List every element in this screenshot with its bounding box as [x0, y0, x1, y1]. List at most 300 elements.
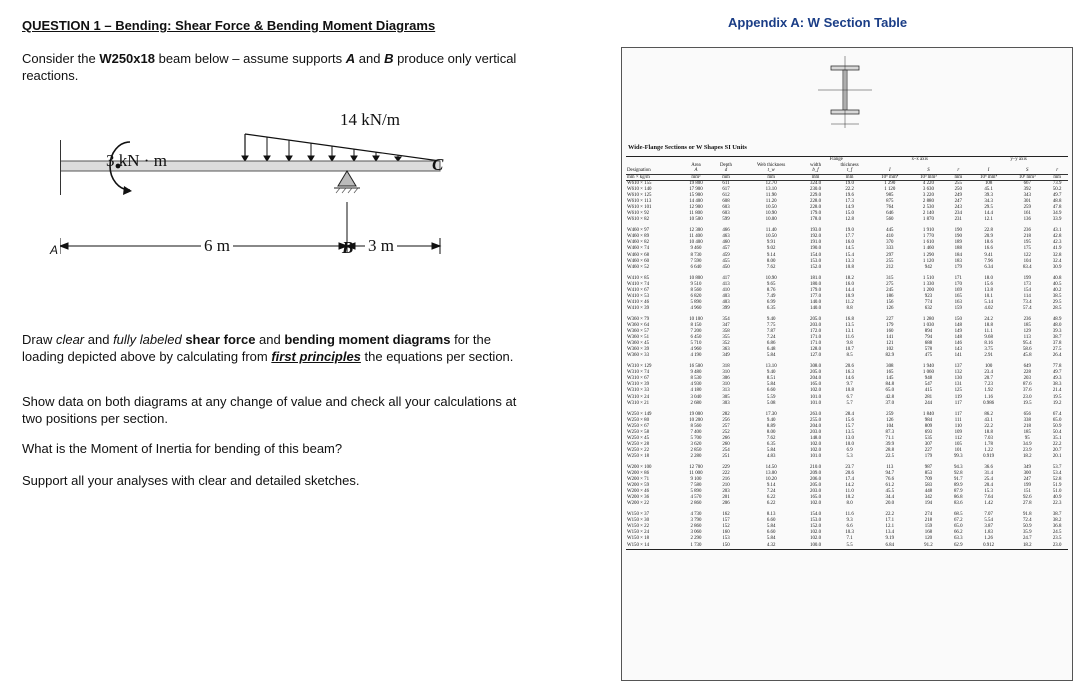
table-cell: 203: [722, 489, 730, 495]
table-cell: W610 × 113: [627, 199, 652, 205]
table-cell: 65.0: [953, 524, 963, 530]
table-cell: 11.0: [845, 489, 854, 495]
table-cell: 28.5: [1052, 305, 1062, 311]
support-paragraph: Support all your analyses with clear and detailed sketches.: [22, 473, 360, 488]
table-cell: 0.986: [983, 400, 995, 406]
table-cell: 16 500: [689, 364, 703, 370]
table-cell: 40.9: [1052, 495, 1062, 501]
table-cell: 948: [924, 376, 933, 382]
table-cell: 266: [722, 435, 730, 441]
table-cell: 688: [924, 341, 933, 347]
table-cell: 34.3: [984, 199, 993, 205]
table-cell: 12.70: [765, 181, 777, 186]
table-cell: 228.0: [810, 205, 822, 211]
table-cell: 92.6: [1022, 495, 1032, 501]
table-cell: 50.9: [1022, 524, 1032, 530]
table-cell: 228: [1023, 370, 1031, 376]
table-cell: 466: [722, 228, 730, 234]
table-cell: 181.0: [810, 275, 822, 281]
table-cell: 218: [1023, 234, 1031, 240]
table-cell: 8 730: [690, 252, 702, 258]
table-cell: 6.22: [766, 495, 776, 501]
table-cell: 89.9: [953, 483, 963, 489]
table-cell: W460 × 68: [627, 252, 650, 258]
table-cell: 114: [1023, 293, 1031, 299]
table-cell: 148.0: [810, 435, 822, 441]
table-cell: 8.5: [846, 353, 853, 359]
table-cell: W250 × 18: [627, 453, 650, 459]
table-cell: 222: [722, 471, 730, 477]
table-cell: 8.89: [766, 423, 776, 429]
table-cell: 21.4: [1052, 388, 1062, 394]
table-cell: 57.4: [1022, 305, 1032, 311]
table-cell: 185: [1023, 429, 1031, 435]
table-cell: 4 190: [690, 353, 702, 359]
table-cell: 36.8: [1052, 524, 1062, 530]
table-cell: 141: [954, 353, 962, 359]
table-cell: W410 × 74: [627, 281, 650, 287]
table-cell: 445: [886, 228, 894, 234]
table-cell: 9.14: [766, 483, 776, 489]
table-cell: 77.8: [1052, 364, 1062, 370]
table-cell: 8.13: [766, 512, 776, 518]
table-cell: 1 280: [922, 316, 934, 322]
table-cell: 109: [954, 429, 962, 435]
table-cell: 39.3: [1052, 329, 1062, 335]
table-cell: 7 580: [690, 483, 702, 489]
table-cell: 23.7: [845, 464, 854, 470]
distributed-load: [242, 134, 440, 161]
table-cell: 410: [722, 287, 730, 293]
table-cell: 4 960: [690, 347, 702, 353]
table-cell: W200 × 86: [627, 471, 650, 477]
table-cell: 1 840: [922, 411, 934, 417]
table-cell: 136: [1023, 217, 1031, 223]
table-cell: 53.4: [1052, 471, 1062, 477]
appendix-title: Appendix A: W Section Table: [728, 15, 908, 30]
table-cell: 12 900: [689, 205, 703, 211]
table-cell: 119: [954, 394, 962, 400]
table-cell: 257: [722, 423, 730, 429]
table-cell: 8.00: [766, 429, 776, 435]
table-cell: 91.2: [909, 543, 947, 550]
table-cell: 1 290: [922, 252, 934, 258]
table-cell: 95.4: [1022, 341, 1032, 347]
table-cell: 218: [1023, 423, 1031, 429]
table-cell: 15.3: [984, 489, 993, 495]
table-cell: 30.9: [1052, 264, 1062, 270]
table-cell: 4 930: [690, 382, 702, 388]
table-cell: 9 480: [690, 370, 702, 376]
table-cell: 229: [722, 464, 730, 470]
label-c: C: [432, 155, 444, 174]
table-cell: 875: [886, 199, 894, 205]
table-cell: 61.2: [885, 483, 895, 489]
table-cell: W410 × 85: [627, 275, 650, 281]
table-cell: 39.3: [984, 193, 993, 199]
table-cell: 102.0: [810, 536, 822, 542]
table-cell: 140.0: [810, 305, 822, 311]
table-cell: W250 × 22: [627, 447, 650, 453]
table-cell: 5.54: [984, 518, 993, 524]
table-cell: 34.9: [1022, 441, 1032, 447]
table-cell: 43.1: [984, 417, 993, 423]
unit-cell: 10³ mm³: [909, 174, 947, 181]
table-cell: 101.0: [810, 400, 822, 406]
table-cell: 105: [954, 441, 962, 447]
table-cell: 259: [1023, 205, 1031, 211]
show-data-paragraph: Show data on both diagrams at any change of value and check all your calculations at two positions per section.: [22, 394, 517, 426]
table-cell: 7.07: [984, 512, 993, 518]
table-cell: 415: [924, 388, 933, 394]
table-cell: 102.0: [810, 388, 822, 394]
table-cell: 410: [886, 234, 894, 240]
table-cell: 179.0: [810, 287, 822, 293]
table-cell: 22.2: [845, 187, 854, 193]
table-cell: 5.84: [766, 536, 776, 542]
table-cell: 10.3: [845, 530, 854, 536]
table-cell: 204.0: [810, 376, 822, 382]
table-cell: 6.34: [984, 264, 993, 270]
table-cell: 40.8: [1052, 275, 1062, 281]
table-cell: 347: [722, 322, 730, 328]
table-cell: 191.0: [810, 240, 822, 246]
table-cell: 5 710: [690, 341, 702, 347]
table-cell: 450: [722, 264, 730, 270]
table-cell: 94.7: [885, 471, 895, 477]
table-cell: 4 960: [690, 305, 702, 311]
table-cell: 20.6: [845, 471, 854, 477]
table-cell: 8.16: [984, 341, 993, 347]
table-cell: 7.23: [984, 382, 993, 388]
table-cell: 457: [722, 246, 730, 252]
table-cell: 985: [886, 193, 894, 199]
table-cell: 66.2: [953, 530, 963, 536]
table-cell: 101.0: [810, 394, 822, 400]
table-cell: 117: [954, 411, 962, 417]
table-cell: 19.0: [845, 228, 854, 234]
table-cell: 159: [954, 305, 962, 311]
table-cell: W310 × 21: [627, 400, 650, 406]
table-cell: 41.9: [1052, 246, 1062, 252]
table-cell: W610 × 101: [627, 205, 652, 211]
table-cell: W250 × 28: [627, 441, 650, 447]
table-cell: 297: [886, 252, 894, 258]
table-cell: 210.0: [810, 464, 822, 470]
table-cell: 179: [886, 322, 894, 328]
table-cell: 460: [722, 240, 730, 246]
table-cell: 13.8: [984, 287, 993, 293]
table-caption: Wide-Flange Sections or W Shapes SI Units: [628, 144, 747, 151]
table-cell: 13.00: [765, 471, 777, 477]
table-cell: 16.6: [984, 246, 993, 252]
table-cell: 37.6: [1022, 388, 1032, 394]
table-cell: 355: [722, 335, 730, 341]
table-cell: 612: [722, 193, 730, 199]
table-cell: 102.0: [810, 441, 822, 447]
table-cell: 6.35: [766, 305, 776, 311]
table-cell: 608: [722, 199, 730, 205]
table-cell: 6.60: [766, 530, 776, 536]
table-cell: 104: [1023, 258, 1031, 264]
table-cell: 315: [886, 275, 894, 281]
table-cell: 108: [984, 181, 993, 186]
table-cell: 4 180: [690, 388, 702, 394]
table-cell: 20.4: [984, 483, 993, 489]
table-cell: 4 570: [690, 495, 702, 501]
table-cell: 218: [924, 518, 933, 524]
table-cell: W310 × 33: [627, 388, 650, 394]
table-cell: 102.0: [810, 530, 822, 536]
table-cell: 86.8: [953, 495, 963, 501]
table-cell: 10.2: [845, 495, 854, 501]
distributed-load-label: 14 kN/m: [340, 110, 400, 129]
table-cell: 3.87: [984, 524, 993, 530]
label-a: A: [50, 243, 59, 257]
table-cell: 250: [954, 187, 962, 193]
table-cell: 168: [924, 530, 933, 536]
table-cell: 459: [722, 252, 730, 258]
table-cell: 301: [1023, 199, 1031, 205]
table-cell: 154.0: [810, 512, 822, 518]
table-cell: 11 800: [689, 211, 703, 217]
table-cell: 9 100: [690, 477, 702, 483]
table-cell: 9.91: [766, 240, 776, 246]
table-cell: 156: [886, 299, 894, 305]
table-cell: W200 × 22: [627, 501, 650, 507]
table-cell: 194: [924, 501, 933, 507]
table-cell: 9.14: [766, 252, 776, 258]
unit-cell: mm: [947, 174, 969, 181]
unit-cell: mm: [740, 174, 802, 181]
table-cell: 3 060: [690, 530, 702, 536]
table-cell: 14.4: [845, 287, 854, 293]
table-cell: 7.64: [984, 495, 993, 501]
table-cell: 6.99: [766, 299, 776, 305]
table-cell: 87.6: [1022, 382, 1032, 388]
table-cell: 22.2: [1052, 441, 1062, 447]
table-cell: 216: [722, 477, 730, 483]
table-cell: 143: [954, 347, 962, 353]
table-cell: 6.86: [766, 341, 776, 347]
table-cell: W150 × 18: [627, 536, 650, 542]
table-cell: 43.1: [1052, 228, 1062, 234]
table-cell: 190: [954, 234, 962, 240]
table-cell: 120: [924, 536, 933, 542]
table-cell: W360 × 57: [627, 329, 650, 335]
table-cell: 17.3: [845, 199, 854, 205]
table-cell: 12.1: [885, 524, 895, 530]
table-cell: 26.4: [1052, 353, 1062, 359]
table-cell: 244: [924, 400, 933, 406]
table-cell: 160: [886, 329, 894, 335]
table-cell: W360 × 79: [627, 316, 650, 322]
table-cell: 127.0: [810, 353, 822, 359]
table-cell: 547: [924, 382, 933, 388]
table-cell: W410 × 53: [627, 293, 650, 299]
table-cell: 185: [1023, 322, 1031, 328]
table-cell: 4.83: [766, 453, 776, 459]
table-cell: 305: [722, 394, 730, 400]
table-cell: 10.20: [765, 477, 777, 483]
table-cell: 5.84: [766, 382, 776, 388]
table-cell: 22.2: [885, 512, 895, 518]
table-cell: 5 890: [690, 299, 702, 305]
table-cell: 40.2: [1052, 287, 1062, 293]
table-cell: 152.0: [810, 524, 822, 530]
table-cell: 87.9: [953, 489, 963, 495]
table-cell: 10.0: [845, 441, 854, 447]
table-cell: 10 100: [689, 316, 703, 322]
table-cell: 10 200: [689, 417, 703, 423]
table-cell: 19 000: [689, 411, 703, 417]
table-cell: 25.4: [984, 477, 993, 483]
table-cell: 7 590: [690, 258, 702, 264]
table-cell: 94.3: [953, 464, 963, 470]
table-cell: 9.40: [766, 417, 776, 423]
table-cell: 0.912: [969, 543, 1008, 550]
table-cell: 9 510: [690, 281, 702, 287]
table-cell: 11.90: [765, 193, 777, 199]
table-cell: 192.0: [810, 234, 822, 240]
table-cell: 251: [722, 453, 730, 459]
table-cell: 7.1: [846, 536, 853, 542]
table-cell: 794: [924, 335, 933, 341]
table-cell: 13.10: [765, 187, 777, 193]
table-cell: 153.0: [810, 518, 822, 524]
table-cell: 247: [1023, 477, 1031, 483]
table-cell: W360 × 51: [627, 335, 650, 341]
table-cell: 11.6: [845, 512, 854, 518]
table-cell: 206.0: [810, 477, 822, 483]
table-cell: 403: [722, 299, 730, 305]
table-cell: 53.7: [1052, 464, 1062, 470]
table-cell: 45.1: [984, 187, 993, 193]
table-cell: 9.41: [984, 252, 993, 258]
table-cell: 37.8: [1052, 341, 1062, 347]
table-cell: 10.50: [765, 234, 777, 240]
table-cell: 583: [924, 483, 933, 489]
table-cell: 23.0: [1046, 543, 1068, 550]
table-cell: 175: [1023, 246, 1031, 252]
table-cell: W360 × 39: [627, 347, 650, 353]
table-cell: 91.7: [953, 477, 963, 483]
table-cell: 129: [1023, 329, 1031, 335]
table-cell: 8 150: [690, 322, 702, 328]
table-cell: 923: [924, 293, 933, 299]
table-cell: 15.4: [845, 252, 854, 258]
table-cell: 86.2: [984, 411, 993, 417]
table-cell: 281: [924, 394, 933, 400]
table-cell: W200 × 46: [627, 489, 650, 495]
table-cell: 42.8: [1052, 234, 1062, 240]
table-cell: 274: [924, 512, 933, 518]
table-cell: 33.9: [1052, 217, 1062, 223]
table-cell: 150: [954, 316, 962, 322]
table-cell: 84.8: [885, 382, 895, 388]
table-cell: 10.8: [845, 388, 854, 394]
table-cell: 9.7: [846, 382, 853, 388]
table-cell: 603: [722, 211, 730, 217]
table-cell: 774: [924, 299, 933, 305]
table-cell: 22.3: [1052, 501, 1062, 507]
intro-paragraph: Consider the W250x18 beam below – assume supports A and B produce only vertical reactions.: [22, 51, 517, 83]
table-cell: 37.0: [885, 400, 895, 406]
table-cell: 131: [954, 382, 962, 388]
table-cell: 14.6: [845, 376, 854, 382]
table-cell: 4.32: [740, 543, 802, 550]
table-cell: 73.9: [1052, 181, 1062, 186]
table-cell: 209.0: [810, 471, 822, 477]
table-cell: 5.7: [846, 400, 853, 406]
table-cell: 310: [722, 370, 730, 376]
table-cell: 12.8: [845, 217, 854, 223]
table-cell: 188: [954, 246, 962, 252]
table-cell: 189: [954, 240, 962, 246]
table-cell: 11 400: [689, 234, 703, 240]
table-cell: 10.9: [845, 293, 854, 299]
table-cell: 204.0: [810, 423, 822, 429]
table-cell: 4.02: [984, 305, 993, 311]
table-cell: 132: [954, 370, 962, 376]
table-cell: 95: [1024, 435, 1030, 441]
table-cell: 8.51: [766, 376, 776, 382]
table-cell: 71.1: [885, 435, 895, 441]
table-cell: 603: [722, 205, 730, 211]
table-cell: 18.8: [984, 429, 993, 435]
table-cell: 6.6: [846, 524, 853, 530]
table-cell: W250 × 45: [627, 435, 650, 441]
table-cell: 180.0: [810, 281, 822, 287]
table-cell: 236: [1023, 316, 1031, 322]
table-cell: 455: [722, 258, 730, 264]
table-cell: 42.8: [885, 394, 895, 400]
table-cell: 32.8: [1052, 252, 1062, 258]
table-cell: 352: [722, 341, 730, 347]
table-cell: 16.0: [845, 281, 854, 287]
table-cell: 632: [924, 305, 933, 311]
table-cell: 121: [886, 341, 894, 347]
table-cell: 1 290: [884, 181, 896, 186]
table-cell: 125: [954, 388, 962, 394]
table-cell: 50.9: [1052, 423, 1062, 429]
label-b: B: [342, 238, 354, 257]
table-cell: W200 × 71: [627, 477, 650, 483]
table-cell: 9.40: [766, 370, 776, 376]
table-cell: 11 000: [689, 471, 703, 477]
table-cell: 32.4: [1052, 258, 1062, 264]
table-cell: 6.60: [766, 388, 776, 394]
table-cell: 34.9: [1052, 211, 1062, 217]
table-cell: 2 850: [690, 447, 702, 453]
table-cell: 12 700: [689, 464, 703, 470]
table-cell: 7 400: [690, 429, 702, 435]
table-cell: 20.6: [845, 364, 854, 370]
table-cell: 236: [1023, 228, 1031, 234]
table-cell: 649: [1023, 364, 1031, 370]
table-cell: W360 × 33: [627, 353, 650, 359]
table-cell: 6.35: [766, 441, 776, 447]
table-cell: W610 × 140: [627, 187, 652, 193]
table-cell: 7.24: [766, 489, 776, 495]
table-cell: 1 330: [922, 281, 934, 287]
table-cell: 67.4: [1052, 411, 1062, 417]
table-cell: 15 900: [689, 193, 703, 199]
table-cell: 308: [886, 364, 894, 370]
table-cell: 403: [722, 293, 730, 299]
table-cell: 203.0: [810, 322, 822, 328]
table-cell: 140.0: [810, 299, 822, 305]
